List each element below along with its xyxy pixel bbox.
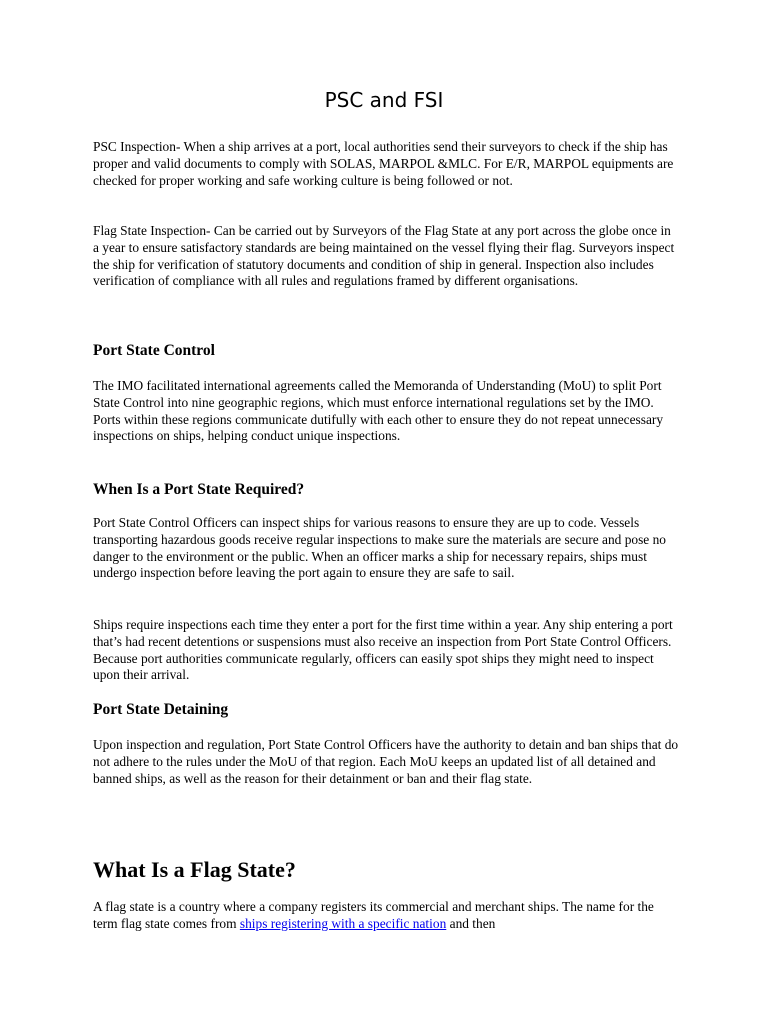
flag-state-heading: What Is a Flag State? [93,857,296,882]
flag-state-text-end: and then [446,915,496,931]
when-required-heading: When Is a Port State Required? [93,481,305,498]
flag-state-paragraph [93,899,679,933]
port-state-control-heading: Port State Control [93,342,215,359]
page-title: PSC and FSI [324,88,444,112]
when-required-paragraph-1: Port State Control Officers can inspect ships for various reasons to ensure they are up to code. Vessels transporting hazardous goods receive regular inspections to make sure the materials are secure and pose no danger to the environment or the public. When an officer marks a ship for necessary repairs, ships must undergo inspection before leaving the port again to ensure they are safe to sail. [93,515,666,581]
flag-state-text-start: A flag state is a country where a company registers its commercial and merchant ships. The name for the term flag state comes from [93,899,654,931]
psc-inspection-paragraph: PSC Inspection- When a ship arrives at a port, local authorities send their surveyors to check if the ship has proper and valid documents to comply with SOLAS, MARPOL &MLC. For E/R, MARPOL equipments are checked for proper working and safe working culture is being followed or not. [93,139,674,188]
port-state-control-paragraph: The IMO facilitated international agreements called the Memoranda of Understanding (MoU) to split Port State Control into nine geographic regions, which must enforce international regulations set by the IMO. Ports within these regions communicate dutifully with each other to ensure they do not repeat unnecessary inspections on ships, helping conduct unique inspections. [93,378,664,444]
port-state-detaining-heading: Port State Detaining [93,701,229,718]
when-required-paragraph-2: Ships require inspections each time they enter a port for the first time within a year. Any ship entering a port that’s had recent detentions or suspensions must also receive an inspection from Port State Control Officers. Because port authorities communicate regularly, officers can easily spot ships they might need to inspect upon their arrival. [93,617,673,683]
flag-state-inspection-paragraph: Flag State Inspection- Can be carried out by Surveyors of the Flag State at any port across the globe once in a year to ensure satisfactory standards are being maintained on the vessel flying their flag. Surveyors inspect the ship for verification of statutory documents and condition of ship in general. Inspection also includes verification of compliance with all rules and regulations framed by different organisations. [93,223,675,289]
port-state-detaining-paragraph: Upon inspection and regulation, Port State Control Officers have the authority to detain and ban ships that do not adhere to the rules under the MoU of that region. Each MoU keeps an updated list of all detained and banned ships, as well as the reason for their detainment or ban and their flag state. [93,737,679,786]
ships-registering-link[interactable]: ships registering with a specific nation [239,915,447,931]
